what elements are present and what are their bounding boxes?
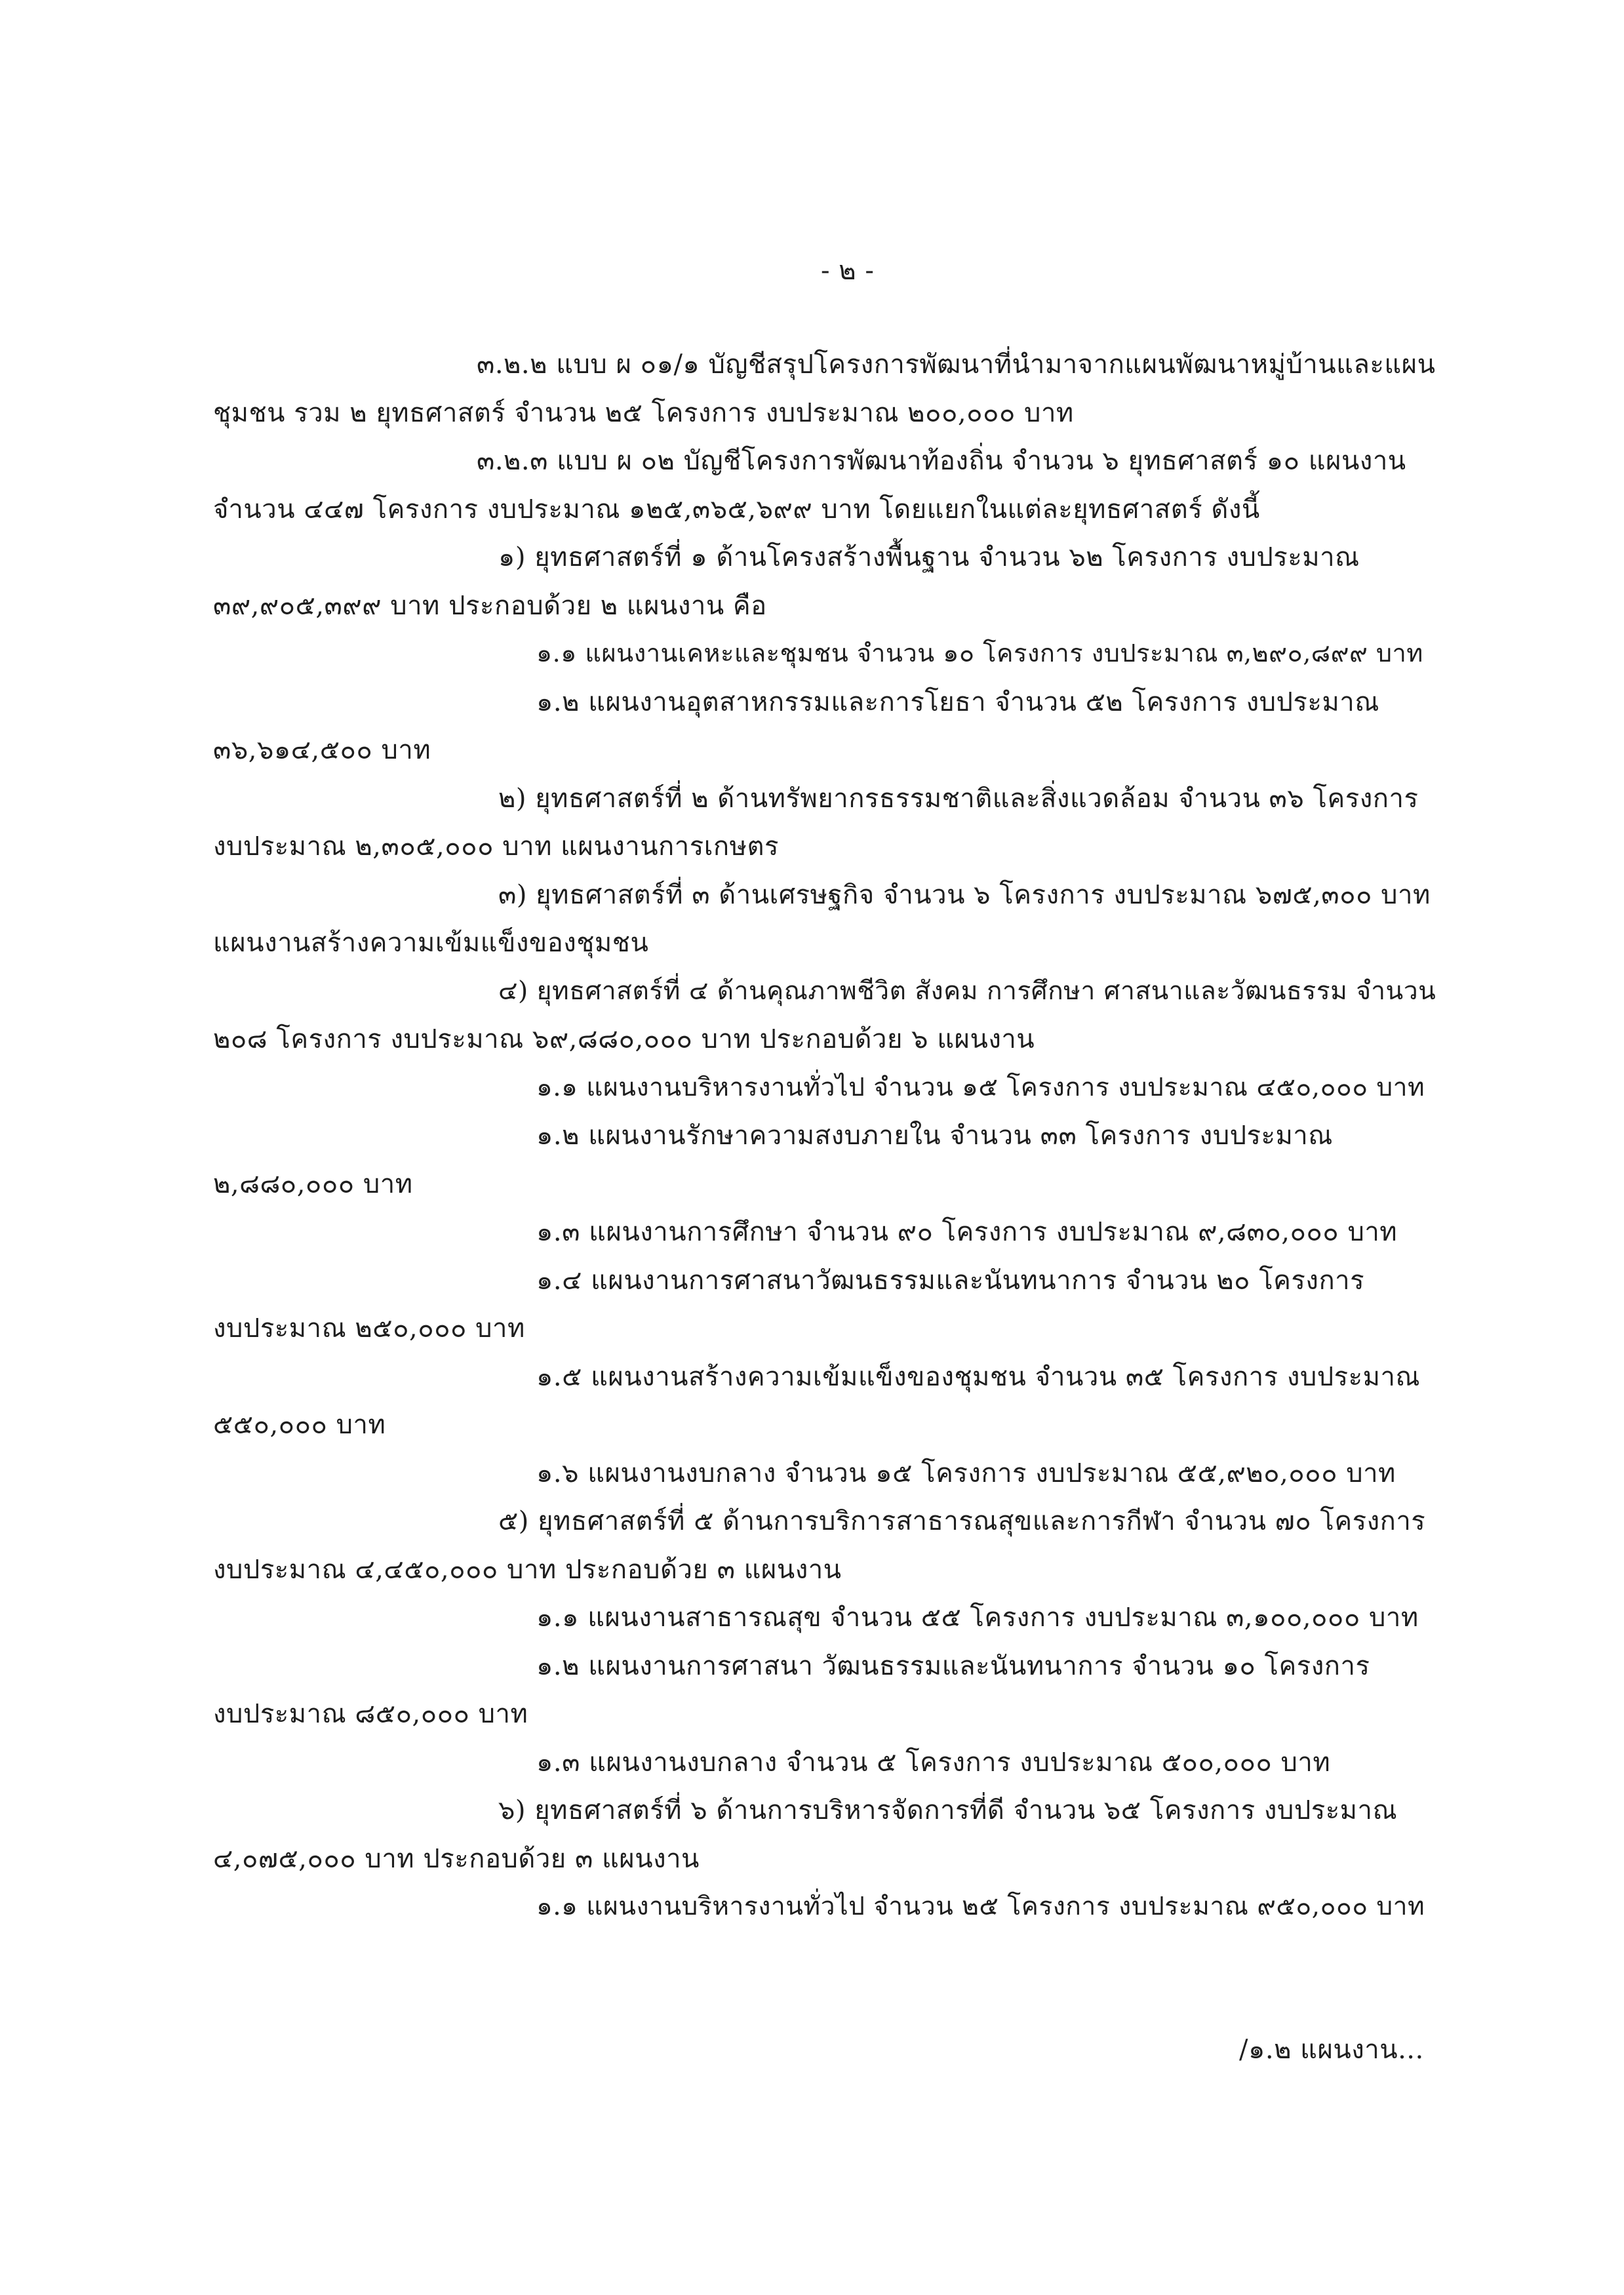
text-line: ๑) ยุทธศาสตร์ที่ ๑ ด้านโครงสร้างพื้นฐาน จำนวน ๖๒ โครงการ งบประมาณ bbox=[498, 542, 1360, 572]
text-line: ๑.๑ แผนงานบริหารงานทั่วไป จำนวน ๑๕ โครงการ งบประมาณ ๔๕๐,๐๐๐ บาท bbox=[536, 1073, 1425, 1102]
text-line: ๑.๕ แผนงานสร้างความเข้มแข็งของชุมชน จำนวน ๓๕ โครงการ งบประมาณ bbox=[536, 1362, 1421, 1392]
text-line: ๓๙,๙๐๕,๓๙๙ บาท ประกอบด้วย ๒ แผนงาน คือ bbox=[213, 591, 767, 621]
page-number: - ๒ - bbox=[821, 256, 875, 286]
text-line: ๓.๒.๓ แบบ ผ ๐๒ บัญชีโครงการพัฒนาท้องถิ่น จำนวน ๖ ยุทธศาสตร์ ๑๐ แผนงาน bbox=[477, 446, 1406, 476]
text-line: ๑.๒ แผนงานการศาสนา วัฒนธรรมและนันทนาการ จำนวน ๑๐ โครงการ bbox=[536, 1651, 1370, 1681]
text-line: ๔) ยุทธศาสตร์ที่ ๔ ด้านคุณภาพชีวิต สังคม การศึกษา ศาสนาและวัฒนธรรม จำนวน bbox=[498, 976, 1436, 1006]
text-line: ๑.๔ แผนงานการศาสนาวัฒนธรรมและนันทนาการ จำนวน ๒๐ โครงการ bbox=[536, 1266, 1365, 1296]
text-line: ๒) ยุทธศาสตร์ที่ ๒ ด้านทรัพยากรธรรมชาติและสิ่งแวดล้อม จำนวน ๓๖ โครงการ bbox=[498, 784, 1419, 814]
text-line: ๕๕๐,๐๐๐ บาท bbox=[213, 1410, 386, 1440]
text-line: ๒,๘๘๐,๐๐๐ บาท bbox=[213, 1169, 413, 1199]
text-line: ๑.๑ แผนงานเคหะและชุมชน จำนวน ๑๐ โครงการ งบประมาณ ๓,๒๙๐,๘๙๙ บาท bbox=[536, 639, 1423, 668]
text-line: ๑.๑ แผนงานบริหารงานทั่วไป จำนวน ๒๕ โครงการ งบประมาณ ๙๕๐,๐๐๐ บาท bbox=[536, 1892, 1425, 1921]
page-continuation: /๑.๒ แผนงาน... bbox=[1239, 2035, 1424, 2065]
text-line: ๑.๒ แผนงานรักษาความสงบภายใน จำนวน ๓๓ โครงการ งบประมาณ bbox=[536, 1121, 1333, 1151]
text-line: งบประมาณ ๔,๔๕๐,๐๐๐ บาท ประกอบด้วย ๓ แผนงาน bbox=[213, 1555, 842, 1585]
text-line: ๑.๖ แผนงานงบกลาง จำนวน ๑๕ โครงการ งบประมาณ ๕๕,๙๒๐,๐๐๐ บาท bbox=[536, 1458, 1396, 1488]
text-line: ๑.๒ แผนงานอุตสาหกรรมและการโยธา จำนวน ๕๒ โครงการ งบประมาณ bbox=[536, 687, 1379, 717]
text-line: ๕) ยุทธศาสตร์ที่ ๕ ด้านการบริการสาธารณสุขและการกีฬา จำนวน ๗๐ โครงการ bbox=[498, 1506, 1426, 1536]
text-line: แผนงานสร้างความเข้มแข็งของชุมชน bbox=[213, 928, 649, 958]
text-line: ๒๐๘ โครงการ งบประมาณ ๖๙,๘๘๐,๐๐๐ บาท ประกอบด้วย ๖ แผนงาน bbox=[213, 1024, 1035, 1054]
text-line: งบประมาณ ๒๕๐,๐๐๐ บาท bbox=[213, 1313, 525, 1344]
text-line: ๓.๒.๒ แบบ ผ ๐๑/๑ บัญชีสรุปโครงการพัฒนาที่นำมาจากแผนพัฒนาหมู่บ้านและแผน bbox=[477, 349, 1436, 380]
text-line: จำนวน ๔๔๗ โครงการ งบประมาณ ๑๒๕,๓๖๕,๖๙๙ บาท โดยแยกในแต่ละยุทธศาสตร์ ดังนี้ bbox=[213, 494, 1260, 525]
text-line: งบประมาณ ๘๕๐,๐๐๐ บาท bbox=[213, 1699, 528, 1729]
text-line: ๔,๐๗๕,๐๐๐ บาท ประกอบด้วย ๓ แผนงาน bbox=[213, 1844, 700, 1874]
text-line: ๖) ยุทธศาสตร์ที่ ๖ ด้านการบริหารจัดการที่ดี จำนวน ๖๕ โครงการ งบประมาณ bbox=[498, 1795, 1398, 1826]
text-line: ๑.๓ แผนงานงบกลาง จำนวน ๕ โครงการ งบประมาณ ๕๐๐,๐๐๐ บาท bbox=[536, 1747, 1331, 1778]
text-line: ๑.๓ แผนงานการศึกษา จำนวน ๙๐ โครงการ งบประมาณ ๙,๘๓๐,๐๐๐ บาท bbox=[536, 1217, 1398, 1247]
text-line: ชุมชน รวม ๒ ยุทธศาสตร์ จำนวน ๒๕ โครงการ งบประมาณ ๒๐๐,๐๐๐ บาท bbox=[213, 398, 1074, 428]
text-line: ๑.๑ แผนงานสาธารณสุข จำนวน ๕๕ โครงการ งบประมาณ ๓,๑๐๐,๐๐๐ บาท bbox=[536, 1603, 1419, 1633]
text-line: ๓๖,๖๑๔,๕๐๐ บาท bbox=[213, 735, 431, 765]
text-line: งบประมาณ ๒,๓๐๕,๐๐๐ บาท แผนงานการเกษตร bbox=[213, 831, 779, 862]
text-line: ๓) ยุทธศาสตร์ที่ ๓ ด้านเศรษฐกิจ จำนวน ๖ โครงการ งบประมาณ ๖๗๕,๓๐๐ บาท bbox=[498, 880, 1431, 910]
